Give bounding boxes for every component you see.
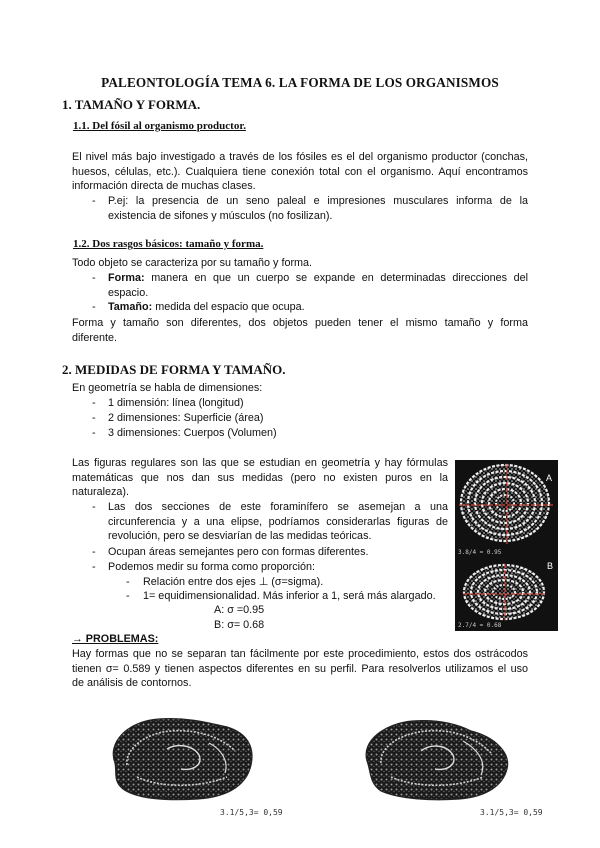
paragraph-forma-tamano-diferentes — [72, 316, 528, 345]
paragraph-problemas — [72, 647, 528, 691]
foraminifera-sections-illustration — [455, 460, 558, 631]
text-line: de análisis de contornos. — [72, 677, 192, 690]
subbullet-dash: - — [126, 590, 130, 602]
section-a-caption: 3.8/4 = 0.95 — [458, 549, 502, 556]
section-a-label: A — [546, 473, 553, 483]
bullet-dash: - — [92, 501, 96, 513]
text-line: El nivel más bajo investigado a través de los fósiles es el del organismo productor (conchas, — [72, 151, 528, 163]
ostracod-caption-left: 3.1/5,3= 0,59 — [220, 808, 283, 817]
term-forma: Forma: — [108, 272, 145, 284]
text-line: información directa de muchas clases. — [72, 180, 256, 193]
text-line: Hay formas que no se separan tan fácilmente por este procedimiento, estos dos ostrácodos — [72, 648, 528, 660]
text-line: Las dos secciones de este foraminífero se asemejan a una — [108, 501, 448, 513]
text-line: tienen σ= 0.589 y tienen aspectos diferentes en su perfil. Para resolverlos utilizamos el uso — [72, 662, 528, 675]
text-line: revolución, pero se desviarían de las medidas teóricas. — [108, 530, 372, 543]
bullet-foraminifero — [108, 500, 448, 544]
subsection-1-2-heading: 1.2. Dos rasgos básicos: tamaño y forma. — [73, 238, 264, 250]
subsection-1-1-heading: 1.1. Del fósil al organismo productor. — [73, 120, 246, 132]
bullet-dash: - — [92, 272, 96, 284]
term-tamano: Tamaño: — [108, 301, 153, 313]
bullet-proporcion: Podemos medir su forma como proporción: — [108, 561, 316, 573]
bullet-dash: - — [92, 397, 96, 409]
sigma-b-value: B: σ= 0.68 — [214, 619, 265, 631]
subbullet-ejes: Relación entre dos ejes ⊥ (σ=sigma). — [143, 576, 324, 588]
section-b-ellipse — [463, 564, 547, 620]
text-line: matemáticas que nos dan sus medidas (pero no existen puros en la — [72, 471, 448, 484]
sigma-a-value: A: σ =0.95 — [214, 604, 265, 616]
intro-tamano-forma: Todo objeto se caracteriza por su tamaño y forma. — [72, 257, 313, 269]
bullet-tamano — [108, 300, 528, 315]
text-line: naturaleza). — [72, 486, 130, 499]
ostracod-caption-right: 3.1/5,3= 0,59 — [480, 808, 543, 817]
definition: medida del espacio que ocupa. — [155, 301, 305, 313]
text-line: existencia de sifones y músculos (no fosilizan). — [108, 209, 333, 222]
subbullet-equidimensionalidad: 1= equidimensionalidad. Más inferior a 1, será más alargado. — [143, 590, 436, 602]
bullet-dash: - — [92, 412, 96, 424]
section-b-label: B — [547, 561, 554, 571]
section-a-circle — [459, 464, 553, 544]
bullet-dash: - — [92, 546, 96, 558]
text-line: Las figuras regulares son las que se estudian en geometría y hay fórmulas — [72, 457, 448, 469]
text-line: Forma y tamaño son diferentes, dos objetos pueden tener el mismo tamaño y forma — [72, 317, 528, 329]
text-line: diferente. — [72, 331, 118, 344]
text-line: espacio. — [108, 286, 149, 299]
foraminifera-figure — [455, 460, 558, 631]
bullet-areas: Ocupan áreas semejantes pero con formas diferentes. — [108, 546, 369, 558]
ostracod-illustration-right — [355, 713, 515, 805]
ostracod-illustration-left — [97, 713, 257, 805]
text-line: huesos, células, etc.). Cualquiera tiene conexión total con el organismo. Aquí encontramos — [72, 165, 528, 178]
bullet-dash: - — [92, 195, 96, 207]
bullet-example — [108, 194, 528, 223]
document-title: PALEONTOLOGÍA TEMA 6. LA FORMA DE LOS ORGANISMOS — [101, 75, 499, 90]
intro-dimensiones: En geometría se habla de dimensiones: — [72, 382, 263, 394]
paragraph-figuras-regulares — [72, 456, 448, 500]
ostracod-figure-left — [97, 713, 257, 805]
ostracod-figure-right — [355, 713, 515, 805]
dimension-item: 3 dimensiones: Cuerpos (Volumen) — [108, 427, 277, 439]
paragraph-organismo-productor — [72, 150, 528, 194]
problems-heading: → PROBLEMAS: — [72, 633, 159, 645]
section-b-caption: 2.7/4 = 0.68 — [458, 622, 502, 629]
dimension-item: 2 dimensiones: Superficie (área) — [108, 412, 264, 424]
bullet-dash: - — [92, 427, 96, 439]
bullet-dash: - — [92, 301, 96, 313]
bullet-dash: - — [92, 561, 96, 573]
section-2-heading: 2. MEDIDAS DE FORMA Y TAMAÑO. — [62, 362, 286, 377]
text-line: circunferencia y a una elipse, podríamos considerarlas figuras de — [108, 515, 448, 528]
text-line: P.ej: la presencia de un seno paleal e impresiones musculares informa de la — [108, 195, 528, 207]
subbullet-dash: - — [126, 576, 130, 588]
section-1-heading: 1. TAMAÑO Y FORMA. — [62, 97, 201, 112]
text-line — [108, 271, 528, 286]
dimension-item: 1 dimensión: línea (longitud) — [108, 397, 244, 409]
bullet-forma — [108, 271, 528, 300]
definition: manera en que un cuerpo se expande en determinadas direcciones del — [151, 272, 528, 284]
